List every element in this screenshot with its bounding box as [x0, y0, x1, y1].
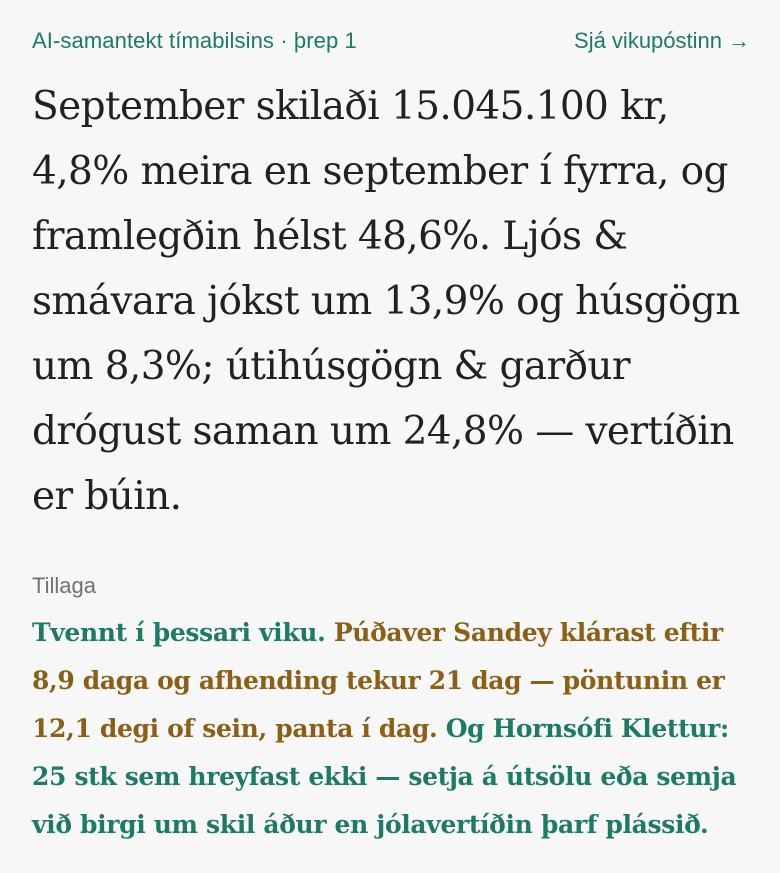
weekly-post-link[interactable] — [574, 28, 750, 54]
recommendation-urgent-item: Púðaver Sandey klárast eftir 8,9 daga og afhending tekur 21 dag — pöntunin er 12,1 degi of sein, panta í dag. — [32, 618, 725, 743]
summary-eyebrow: AI-samantekt tímabilsins · þrep 1 — [32, 28, 357, 53]
weekly-post-link-label: Sjá vikupóstinn — [574, 28, 722, 53]
recommendation-stale-item: Og Hornsófi Klettur: 25 stk sem hreyfast ekki — setja á útsölu eða semja við birgi um skil áður en jólavertíðin þarf plássið. — [32, 714, 737, 839]
recommendation-intro: Tvennt í þessari viku. — [32, 618, 334, 647]
card-header — [32, 24, 750, 58]
recommendation-label: Tillaga — [32, 573, 96, 598]
arrow-right-icon: → — [728, 28, 750, 53]
period-summary-text: September skilaði 15.045.100 kr, 4,8% meira en september í fyrra, og framlegðin hélst 48,6%. Ljós & smávara jókst um 13,9% og húsgögn um 8,3%; útihúsgögn & garður drógust saman um 24,8% — vertíðin er búin. — [32, 84, 740, 519]
recommendation-text — [32, 609, 750, 849]
